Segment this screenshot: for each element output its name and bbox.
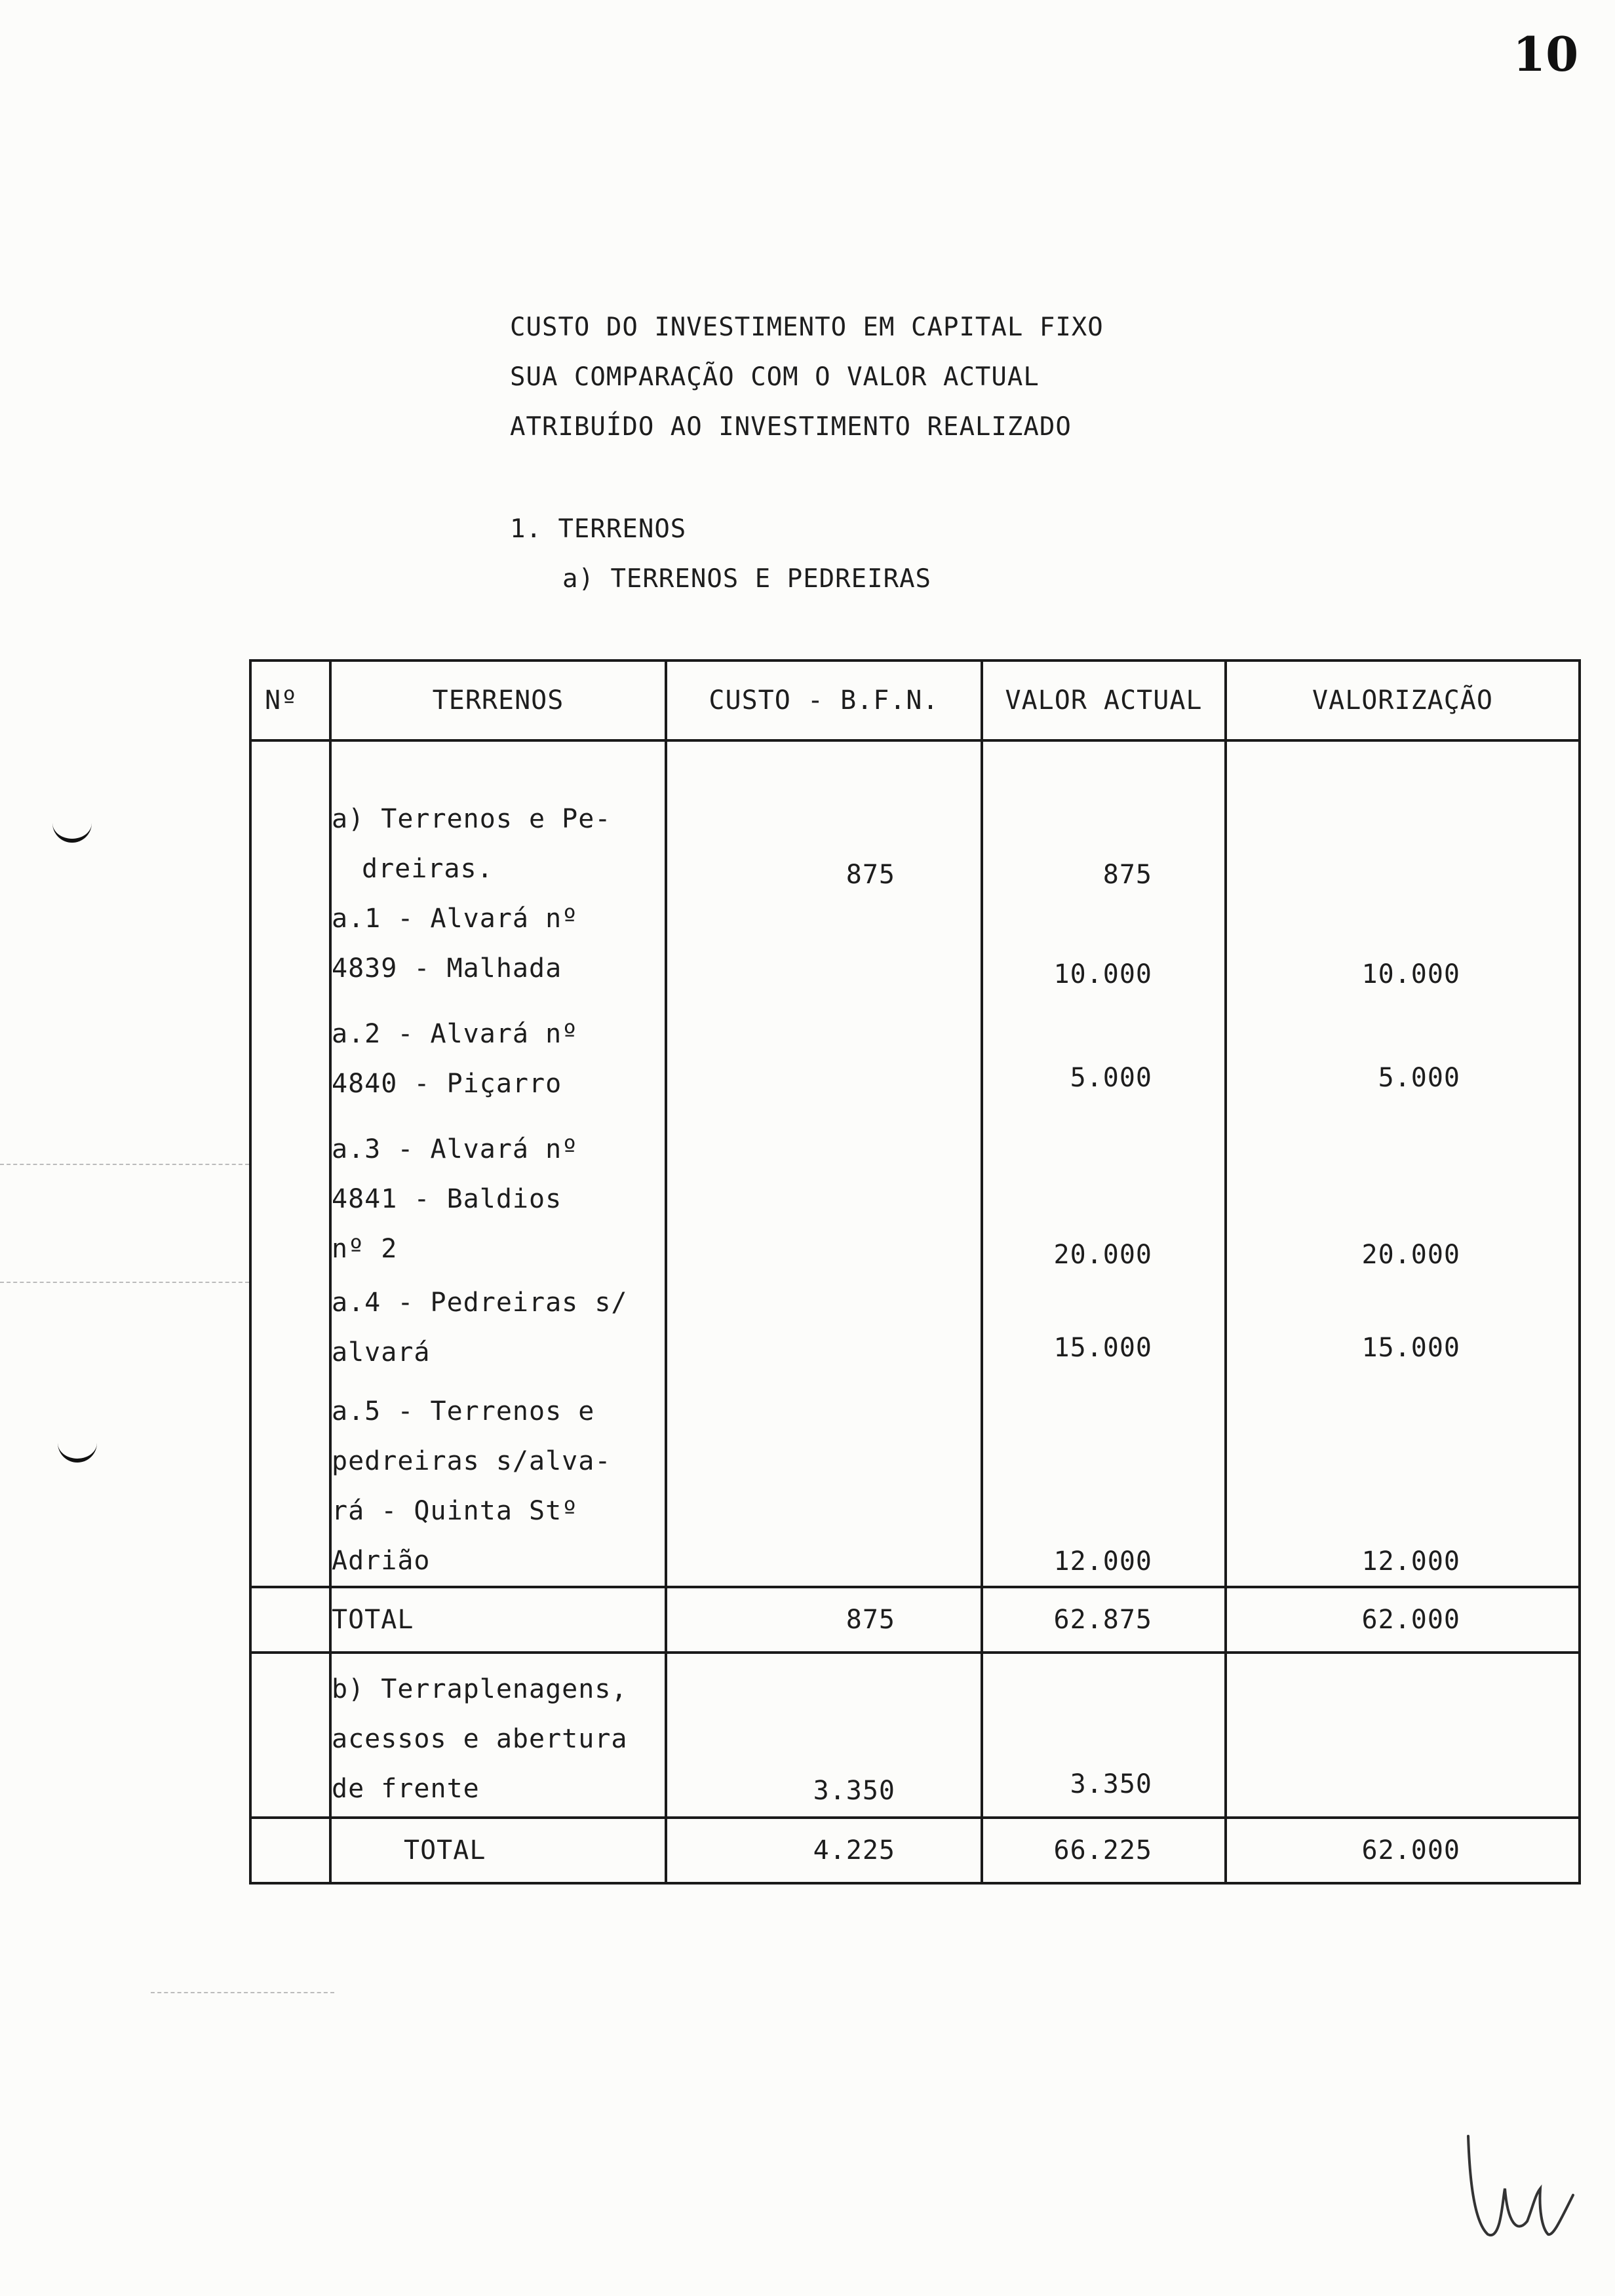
row-custo bbox=[666, 993, 982, 1109]
row-description: a) Terrenos e Pe- bbox=[332, 804, 612, 834]
table-row bbox=[250, 993, 1580, 1109]
row-custo bbox=[666, 1109, 982, 1274]
row-valor: 12.000 bbox=[982, 1377, 1226, 1587]
row-description: acessos e abertura bbox=[332, 1724, 628, 1754]
scan-artifact-line bbox=[0, 1164, 249, 1165]
header-custo: CUSTO - B.F.N. bbox=[666, 660, 982, 740]
row-valor: 10.000 bbox=[982, 894, 1226, 993]
row-description: dreiras. bbox=[362, 854, 494, 884]
row-description: alvará bbox=[332, 1337, 431, 1368]
row-description: pedreiras s/alva- bbox=[332, 1446, 612, 1476]
row-description: a.1 - Alvará nº bbox=[332, 904, 579, 934]
total-label: TOTAL bbox=[330, 1818, 666, 1883]
table-row bbox=[250, 1274, 1580, 1377]
row-valor: 875 bbox=[982, 756, 1226, 894]
total-custo: 4.225 bbox=[666, 1818, 982, 1883]
row-description: a.4 - Pedreiras s/ bbox=[332, 1288, 628, 1318]
page-number: 10 bbox=[1513, 26, 1579, 82]
header-valorizacao: VALORIZAÇÃO bbox=[1226, 660, 1580, 740]
row-custo: 3.350 bbox=[666, 1653, 982, 1818]
total-valorizacao: 62.000 bbox=[1226, 1587, 1580, 1653]
total-valor: 66.225 bbox=[982, 1818, 1226, 1883]
row-valorizacao: 12.000 bbox=[1226, 1377, 1580, 1587]
row-valorizacao bbox=[1226, 756, 1580, 894]
row-valor: 20.000 bbox=[982, 1109, 1226, 1274]
scan-artifact-line bbox=[151, 1992, 334, 1993]
row-custo: 875 bbox=[666, 756, 982, 894]
total-label: TOTAL bbox=[330, 1587, 666, 1653]
row-valorizacao: 15.000 bbox=[1226, 1274, 1580, 1377]
handwritten-initials-icon bbox=[1462, 2123, 1580, 2254]
row-valor: 3.350 bbox=[982, 1653, 1226, 1818]
row-valor: 15.000 bbox=[982, 1274, 1226, 1377]
header-terrenos: TERRENOS bbox=[330, 660, 666, 740]
binder-mark-icon bbox=[52, 813, 92, 843]
row-valor: 5.000 bbox=[982, 993, 1226, 1109]
row-description: a.3 - Alvará nº bbox=[332, 1134, 579, 1164]
row-valorizacao: 10.000 bbox=[1226, 894, 1580, 993]
section-heading: 1. TERRENOS bbox=[510, 514, 687, 544]
table-row bbox=[250, 756, 1580, 894]
section-subheading: a) TERRENOS E PEDREIRAS bbox=[562, 564, 932, 594]
binder-mark-icon bbox=[58, 1432, 97, 1463]
total-custo: 875 bbox=[666, 1587, 982, 1653]
title-line-3: ATRIBUÍDO AO INVESTIMENTO REALIZADO bbox=[510, 412, 1072, 442]
scan-artifact-line bbox=[0, 1282, 249, 1283]
header-valor-actual: VALOR ACTUAL bbox=[982, 660, 1226, 740]
row-custo bbox=[666, 1274, 982, 1377]
row-description: b) Terraplenagens, bbox=[332, 1674, 628, 1704]
row-valorizacao: 5.000 bbox=[1226, 993, 1580, 1109]
row-description: nº 2 bbox=[332, 1234, 398, 1264]
row-description: 4840 - Piçarro bbox=[332, 1069, 562, 1099]
row-valorizacao bbox=[1226, 1653, 1580, 1818]
row-description: rá - Quinta Stº bbox=[332, 1496, 579, 1526]
header-no: Nº bbox=[250, 660, 330, 740]
row-custo bbox=[666, 1377, 982, 1587]
table-header-row bbox=[250, 660, 1580, 740]
total-valor: 62.875 bbox=[982, 1587, 1226, 1653]
row-description: de frente bbox=[332, 1774, 480, 1804]
row-description: 4839 - Malhada bbox=[332, 953, 562, 984]
row-description: Adrião bbox=[332, 1546, 431, 1576]
row-description: a.2 - Alvará nº bbox=[332, 1019, 579, 1049]
row-valorizacao: 20.000 bbox=[1226, 1109, 1580, 1274]
document-title bbox=[510, 303, 1104, 452]
row-custo bbox=[666, 894, 982, 993]
total-valorizacao: 62.000 bbox=[1226, 1818, 1580, 1883]
row-description: a.5 - Terrenos e bbox=[332, 1396, 595, 1426]
table-row bbox=[250, 1109, 1580, 1274]
title-line-1: CUSTO DO INVESTIMENTO EM CAPITAL FIXO bbox=[510, 313, 1104, 342]
table-row bbox=[250, 894, 1580, 993]
terrenos-table bbox=[249, 659, 1581, 1885]
title-line-2: SUA COMPARAÇÃO COM O VALOR ACTUAL bbox=[510, 362, 1040, 392]
table-row bbox=[250, 1653, 1580, 1818]
row-description: 4841 - Baldios bbox=[332, 1184, 562, 1214]
total-row bbox=[250, 1818, 1580, 1883]
total-row bbox=[250, 1587, 1580, 1653]
table-row bbox=[250, 1377, 1580, 1587]
